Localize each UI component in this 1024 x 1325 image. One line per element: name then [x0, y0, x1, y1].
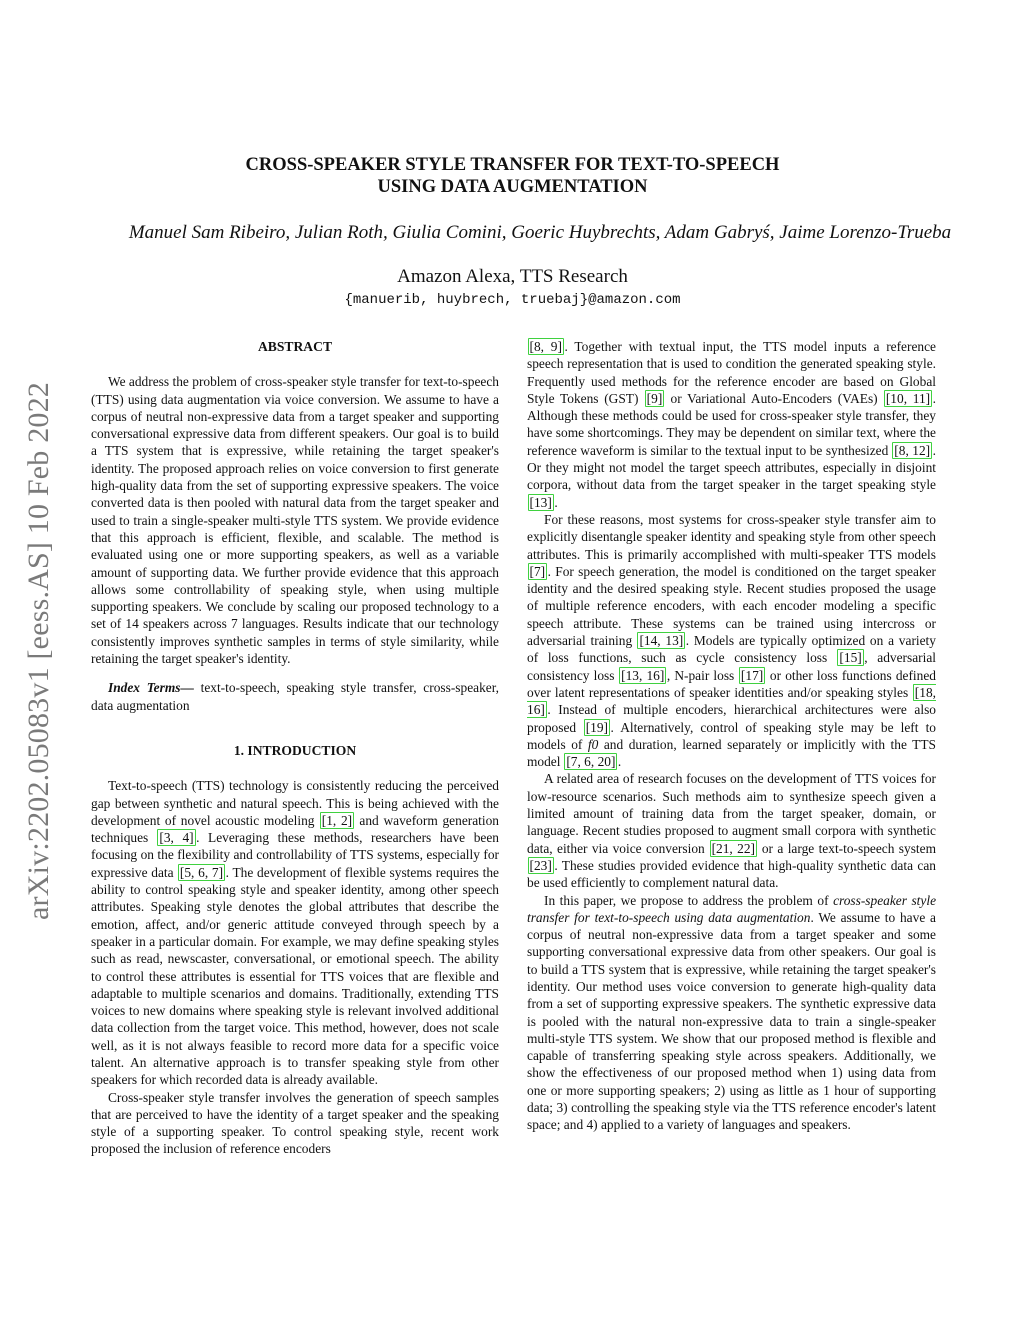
text-run: .	[554, 494, 558, 510]
f0-term: f0	[587, 736, 599, 752]
citation-link[interactable]: [19]	[585, 719, 608, 735]
intro-heading: 1. INTRODUCTION	[233, 742, 357, 758]
intro-paragraph-6	[527, 892, 936, 1134]
text-run: or a large text-to-speech system	[757, 840, 936, 856]
text-run: , adversarial consistency loss	[527, 650, 937, 683]
contact-email: {manuerib, huybrech, truebaj}@amazon.com	[344, 292, 681, 308]
citation-link[interactable]: [3, 4]	[159, 830, 194, 846]
text-run: . Although these methods could be used for cross-speaker style transfer, they have some shortcomings. They may be dependent on similar text, where the reference waveform is similar to the textual input to be synthesized	[527, 390, 936, 458]
citation-link[interactable]: [13, 16]	[621, 667, 665, 683]
left-column	[91, 338, 499, 1158]
right-column	[527, 338, 936, 1134]
citation-link[interactable]: [17]	[740, 667, 764, 683]
title-line-2: USING DATA AUGMENTATION	[377, 177, 648, 197]
text-run: . These studies provided evidence that high-quality synthetic data can be used efficiently to complement natural data.	[527, 857, 936, 891]
index-terms-label: Index Terms—	[108, 680, 194, 696]
citation-link[interactable]: [8, 9]	[529, 339, 562, 354]
citation-link[interactable]: [21, 22]	[711, 840, 755, 856]
citation-link[interactable]: [15]	[839, 650, 862, 666]
citation-link[interactable]: [10, 11]	[885, 390, 931, 406]
arxiv-id-text: arXiv:2202.05083v1 [eess.AS] 10 Feb 2022	[22, 382, 55, 920]
citation-link[interactable]: [9]	[646, 390, 663, 406]
intro-paragraph-5	[527, 770, 936, 891]
citation-link[interactable]: [8, 12]	[894, 442, 931, 458]
text-run: and waveform generation techniques	[91, 812, 499, 846]
citation-link[interactable]: [5, 6, 7]	[179, 864, 224, 880]
citation-link[interactable]: [1, 2]	[321, 812, 353, 828]
text-run: . Instead of multiple encoders, hierarchical architectures were also proposed	[527, 702, 936, 735]
text-run: , N-pair loss	[666, 667, 739, 683]
text-run: A related area of research focuses on the development of TTS voices for low-resource scenarios. Such methods aim to synthesize speech given a limited amount of training data from the target speaker, domain, or language. Recent studies proposed to augment small corpora with synthetic data, either via voice conversion	[527, 771, 936, 856]
citation-link[interactable]: [7]	[529, 563, 546, 579]
emphasized-problem: cross-speaker style transfer for text-to-speech using data augmentation	[527, 892, 937, 925]
citation-link[interactable]: [7, 6, 20]	[566, 754, 616, 770]
citation-link[interactable]: [14, 13]	[639, 633, 684, 649]
text-run: and duration, learned separately or implicitly with the TTS model	[527, 736, 936, 770]
text-run: or Variational Auto-Encoders (VAEs)	[664, 390, 884, 406]
text-run: . Together with textual input, the TTS model inputs a reference speech representation that is used to condition the generated speaking style. Frequently used methods for the reference encoder are based on Global Style Tokens (GST)	[527, 339, 936, 406]
text-run: Text-to-speech (TTS) technology is consistently reducing the perceived gap between synthetic and natural speech. This is being achieved with the development of novel acoustic modeling	[91, 778, 499, 828]
text-run: .	[617, 754, 622, 770]
text-run: . Leveraging these methods, researchers have been focusing on the flexibility and controllability of TTS systems, especially for expressive data	[91, 830, 499, 880]
text-run: For these reasons, most systems for cross-speaker style transfer aim to explicitly disentangle speaker identity and speaking style from other speech attributes. This is primarily accomplished with multi-speaker TTS models	[527, 511, 936, 562]
abstract-heading: ABSTRACT	[257, 339, 333, 354]
citation-link[interactable]: [13]	[529, 494, 552, 510]
intro-paragraph-1	[91, 777, 499, 1088]
text-run: . For speech generation, the model is conditioned on the target speaker identity and the desired speaking style. Recent studies proposed the usage of multiple reference encoders, with each encoder modeling a specific speech attribute. These systems can be trained using intercross or adversarial training	[527, 563, 936, 649]
text-run: In this paper, we propose to address the problem of	[544, 892, 834, 908]
text-run: . Alternatively, control of speaking style may be left to models of	[527, 719, 936, 752]
abstract-text: We address the problem of cross-speaker style transfer for text-to-speech (TTS) using data augmentation via voice conversion. We assume to have a corpus of neutral non-expressive data from a target speaker and supporting conversational expressive data from different speakers. Our goal is to build a TTS system that is expressive, while retaining the target speaker's identity. The proposed approach relies on voice conversion to first generate high-quality data from the set of supporting expressive speakers. The voice converted data is then pooled with natural data from the target speaker and used to train a single-speaker multi-style TTS system. We provide evidence that this approach is efficient, flexible, and scalable. The method is evaluated using one or more supporting speakers, as well as a variable amount of supporting data. We further provide evidence that this approach allows some controllability of speaking style, when using multiple supporting speakers. We conclude by scaling our proposed technology to a set of 14 speakers across 7 languages. Results indicate that our technology consistently improves synthetic samples in terms of style similarity, while retaining the target speaker's identity.	[91, 374, 499, 667]
text-run: . We assume to have a corpus of neutral non-expressive data from a target speaker and some supporting conversational expressive data from other speakers. Our goal is to build a TTS system that is expressive, while retaining the target speaker's identity. Our method uses voice conversion to generate high-quality data from a set of supporting expressive speakers. The synthetic expressive data is pooled with the natural non-expressive data to train a single-speaker multi-style TTS system. We show that our proposed method is flexible and capable of transferring speaking style across speakers. Additionally, we show the effectiveness of our proposed method when 1) using data from one or more supporting speakers; 2) using as little as 1 hour of supporting data; 3) controlling the speaking style via the TTS reference encoder's latent space; and 4) applied to a variety of languages and speakers.	[527, 909, 936, 1133]
author-list: Manuel Sam Ribeiro, Julian Roth, Giulia Comini, Goeric Huybrechts, Adam Gabryś, Jaime Lorenzo-Trueba	[128, 222, 952, 243]
text-run: . Or they might not model the target speech attributes, especially in disjoint corpora, without data from the target speaker in the target speaking style	[527, 442, 936, 493]
arxiv-identifier	[18, 345, 60, 957]
title-line-1: CROSS-SPEAKER STYLE TRANSFER FOR TEXT-TO-SPEECH	[245, 155, 780, 175]
intro-paragraph-3	[527, 338, 936, 511]
citation-link[interactable]: [23]	[529, 857, 552, 873]
index-terms-text: text-to-speech, speaking style transfer, cross-speaker, data augmentation	[91, 680, 499, 713]
paper-title	[90, 154, 935, 198]
text-run: . Models are typically optimized on a variety of loss functions, such as cycle consistency loss	[527, 633, 936, 666]
citation-link[interactable]: [18, 16]	[527, 684, 936, 718]
affiliation: Amazon Alexa, TTS Research	[397, 266, 628, 287]
text-run: or other loss functions defined over latent representations of speaker identities and/or speaking styles	[527, 667, 936, 700]
intro-paragraph-4	[527, 511, 936, 770]
intro-paragraph-2: Cross-speaker style transfer involves the generation of speech samples that are perceived to have the identity of a target speaker and the speaking style of a supporting speaker. To control speaking style, recent work proposed the inclusion of reference encoders	[91, 1089, 499, 1157]
text-run: . The development of flexible systems requires the ability to control speaking style and speaker identity, among other speech attributes. Speaking style denotes the global attributes that describe the emotion, affect, and/or generic attitude conveyed through speech by a speaker in a particular domain. For example, we may define speaking styles such as read, newscaster, conversational, or emotional speech. The ability to control these attributes is essential for TTS voices that are flexible and adaptable to multiple scenarios and domains. Traditionally, extending TTS voices to new domains where speaking style is relevant involved additional data collection from the target voice. This method, however, does not scale well, as it is not always feasible to record more data for a specific voice talent. An alternative approach is to transfer speaking style from other speakers for which recorded data is already available.	[91, 864, 499, 1088]
index-terms	[91, 679, 499, 714]
